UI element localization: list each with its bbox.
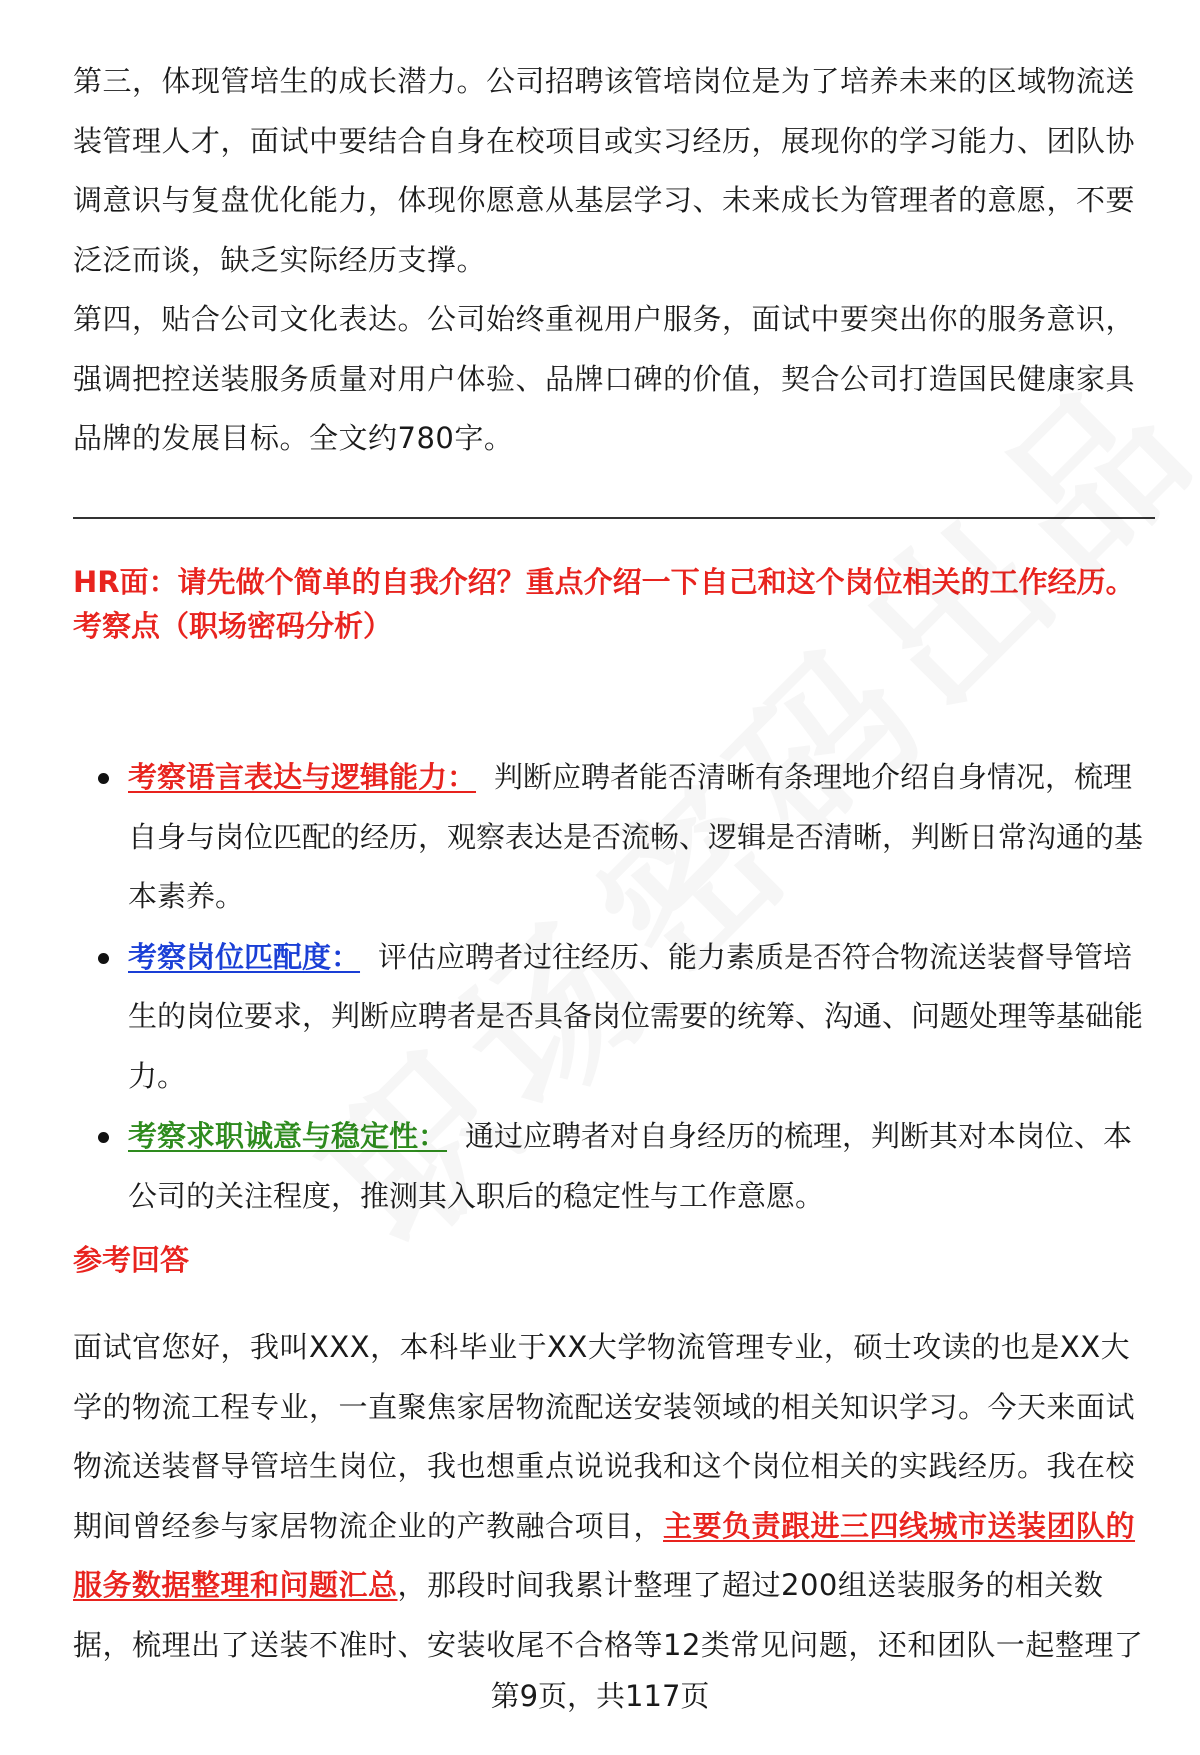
- intro-section: [73, 52, 1155, 469]
- assessment-text: 判断应聘者能否清晰有条理地介绍自身情况，梳理自身与岗位匹配的经历，观察表达是否流畅、逻辑是否清晰，判断日常沟通的基本素养。: [128, 760, 1144, 913]
- assessment-text: 评估应聘者过往经历、能力素质是否符合物流送装督导管培生的岗位要求，判断应聘者是否具备岗位需要的统筹、沟通、问题处理等基础能力。: [128, 939, 1144, 1093]
- answer-text-continued: ，那段时间我累计整理了超过200组送装服务的相关数据，梳理出了送装不准时、安装收尾不合格等12类常见问题，还和团队一起整理了: [73, 1568, 1144, 1662]
- page-number: 第9页，共117页: [490, 1679, 710, 1713]
- bullet-dot-icon: [98, 1132, 109, 1143]
- assessment-text: 通过应聘者对自身经历的梳理，判断其对本岗位、本公司的关注程度，推测其入职后的稳定性与工作意愿。: [128, 1119, 1133, 1213]
- assessment-item: [73, 748, 1155, 927]
- reference-heading: 参考回答: [73, 1243, 190, 1277]
- assessment-keyword: 考察岗位匹配度：: [128, 939, 361, 974]
- interview-question: HR面：请先做个简单的自我介绍？重点介绍一下自己和这个岗位相关的工作经历。: [73, 565, 1135, 599]
- paragraph-third-point: 第三，体现管培生的成长潜力。公司招聘该管培岗位是为了培养未来的区域物流送装管理人才，面试中要结合自身在校项目或实习经历，展现你的学习能力、团队协调意识与复盘优化能力，体现你愿意从基层学习、未来成长为管理者的意愿，不要泛泛而谈，缺乏实际经历支撑。: [73, 64, 1136, 277]
- assessment-keyword: 考察语言表达与逻辑能力：: [128, 760, 477, 794]
- assessment-heading: 考察点（职场密码分析）: [73, 609, 393, 643]
- paragraph-fourth-point: 第四，贴合公司文化表达。公司始终重视用户服务，面试中要突出你的服务意识，强调把控送装服务质量对用户体验、品牌口碑的价值，契合公司打造国民健康家具品牌的发展目标。全文约780字。: [73, 302, 1136, 455]
- bullet-dot-icon: [98, 773, 109, 784]
- assessment-list: [73, 748, 1155, 1227]
- assessment-item: [73, 928, 1155, 1107]
- reference-answer: [73, 1318, 1155, 1675]
- answer-highlight: 主要负责跟进三四线城市送装团队的服务数据整理和问题汇总: [73, 1508, 1136, 1602]
- bullet-dot-icon: [98, 953, 109, 964]
- assessment-item: [73, 1107, 1155, 1226]
- answer-paragraph: [73, 1318, 1155, 1675]
- assessment-keyword: 考察求职诚意与稳定性：: [128, 1119, 448, 1153]
- section-divider: [73, 517, 1155, 519]
- answer-text: 面试官您好，我叫XXX，本科毕业于XX大学物流管理专业，硕士攻读的也是XX大学的物流工程专业，一直聚焦家居物流配送安装领域的相关知识学习。今天来面试物流送装督导管培生岗位，我也想重点说说我和这个岗位相关的实践经历。我在校期间曾经参与家居物流企业的产教融合项目，: [73, 1330, 1136, 1543]
